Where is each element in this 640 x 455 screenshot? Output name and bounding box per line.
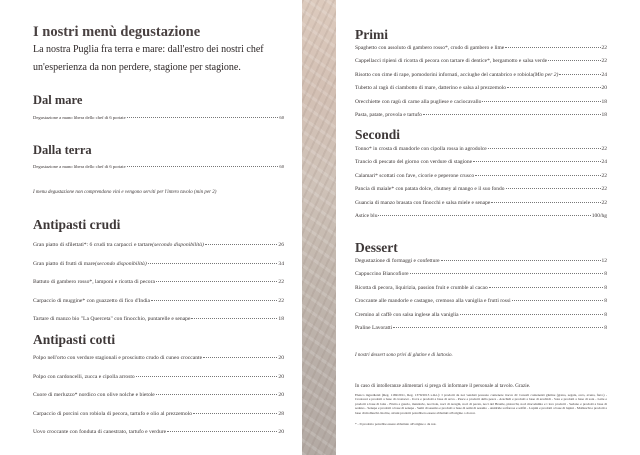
item-price: 22 (278, 279, 284, 285)
dot-leader (460, 314, 604, 315)
dot-leader (559, 74, 600, 75)
dot-leader (475, 175, 600, 176)
section-heading: Dalla terra (33, 143, 92, 157)
item-name: Tartare di manzo bio "La Querceta" con finocchio, puntarelle e senape (33, 316, 191, 322)
item-price: 20 (278, 355, 284, 361)
item-price: 26 (278, 242, 284, 248)
menu-item (355, 173, 607, 186)
item-price: 22 (601, 45, 607, 51)
dot-leader (473, 161, 600, 162)
dot-leader (393, 327, 603, 328)
section-antipasti-cotti (33, 331, 284, 448)
dot-leader (156, 281, 277, 282)
item-name: Battuto di gambero rosso*, lamponi e ricotta di pecora (33, 279, 155, 285)
footnote: * - Il prodotto potrebbe essere abbattuto all'origine o da noi. (355, 422, 437, 426)
item-name: Degustazione di formaggi e confetture (355, 258, 440, 264)
tasting-note: I menu degustazione non comprendono vini e vengono serviti per l'intero tavolo (min per 2) (33, 190, 217, 195)
item-note: (secondo disponibilità) (94, 260, 147, 267)
menu-item (33, 115, 284, 125)
item-name: Ricotta di pecora, liquirizia, passion fruit e crumble al cacao (355, 284, 488, 291)
item-name: Spaghetto con assoluto di gambero rosso*, crudo di gambero e lime (355, 45, 505, 51)
menu-item (355, 312, 607, 325)
menu-item (33, 411, 284, 430)
item-name: Degustazione a mano libera dello chef di 6 portate (33, 115, 126, 120)
allergen-list: Elenco ingredienti (Reg. 1169/2011, Reg. 1379/2013 s.m.i.): I prodotti da noi venduti possono contenere tracce di: Cereali contenenti glutine (grano, segale, orzo, avena, farro) - Crostacei e prodotti a base di crostacei - Uova e prodotti a base di uova - Pesce e prodotti della pesca - Arachidi e prodotti a base di arachidi - Soia e prodotti a base di soia - Latte e prodotti a base di latte - Frutta a guscio, mandorle, nocciole, noci di Acagiù, noci di pecan, noci del Brasile, pistacchi, noci macadamia e i loro prodotti - Sedano e prodotti a base di sedano - Senape e prodotti a base di senape - Semi di sesamo e prodotti a base di semi di sesamo - Anidride solforosa e solfiti - Lupini e prodotti a base di lupini - Molluschi e prodotti a base di molluschi. Inoltre, alcuni prodotti potrebbero essere abbattuti all'origine o da noi. (355, 393, 607, 415)
item-name: Pancia di maiale* con patata dolce, chutney al mango e il suo fondo (355, 186, 505, 193)
item-name: Risotto con cime di rape, pomodorini infornati, acciughe del cantabrico e robiola (355, 71, 533, 78)
allergy-notice: In caso di intolleranze alimentari si prega di informare il personale al tavolo. Grazie. (355, 383, 531, 389)
item-name: Astice blu (355, 212, 378, 219)
item-price: 22 (601, 146, 607, 152)
dot-leader (410, 273, 604, 274)
section-antipasti-crudi (33, 216, 284, 335)
item-note: (secondo disponibilità) (152, 242, 204, 248)
item-list (33, 355, 284, 448)
menu-item (33, 355, 284, 374)
item-price: 20 (278, 392, 284, 398)
item-price: 18 (601, 98, 607, 105)
section-heading: Dal mare (33, 93, 83, 107)
item-price: 8 (604, 298, 607, 305)
item-name: Polpo nell'orto con verdure stagionali e prosciutto crudo di cuneo croccante (33, 355, 203, 361)
item-price: 22 (601, 58, 607, 65)
item-price: 8 (604, 324, 607, 331)
section-heading: Secondi (355, 127, 401, 142)
subtitle-line: un'esperienza da non perdere, stagione per stagione. (33, 62, 241, 73)
item-price: 8 (604, 311, 607, 318)
dot-leader (151, 300, 277, 301)
item-name: Uovo croccante con fonduta di canestrato, tartufo e verdure (33, 429, 167, 435)
menu-item (33, 298, 284, 317)
item-name: Orecchiette con ragù di carne alla pugliese e caciocavallo (355, 98, 482, 105)
item-name: Croccante alle mandorle e castagne, cremoso alla vaniglia e frutti rossi (355, 298, 511, 305)
menu-item (355, 99, 607, 112)
item-name: Cuore di merluzzo* nordico con olive nolche e bietole (33, 392, 155, 398)
menu-item (33, 279, 284, 298)
dot-leader (203, 357, 277, 358)
item-price: 24 (601, 159, 607, 166)
item-list (355, 146, 607, 226)
dot-leader (205, 244, 278, 245)
item-name: Degustazione a mano libera dello chef di 6 portate (33, 164, 126, 169)
item-name: Cappellacci ripieni di ricotta di pecora con tartare di dentice*, bergamotto e salsa verde (355, 58, 548, 65)
item-name: Gran piatto di sfilettati*: 6 crudi tra carpacci e tartare (33, 242, 153, 248)
item-name: Guancia di manzo brasata con finocchi e salsa miele e senape (355, 199, 491, 206)
dessert-note: I nostri dessert sono privi di glutine e di lattosio. (355, 353, 453, 358)
menu-item (355, 213, 607, 226)
section-heading: Dessert (355, 240, 398, 255)
item-name: Calamari* scottati con fave, cicorie e peperone crusco (355, 172, 475, 179)
item-price: 60 (279, 115, 284, 120)
section-dal-mare (33, 92, 284, 125)
menu-item (33, 242, 284, 261)
item-price: 22 (601, 186, 607, 193)
item-price: 24 (601, 71, 607, 78)
menu-item (355, 85, 607, 98)
menu-item (355, 159, 607, 172)
page-title: I nostri menù degustazione (33, 24, 201, 40)
item-price: 34 (278, 260, 284, 267)
dot-leader (548, 60, 600, 61)
item-price: 20 (278, 373, 284, 380)
section-primi (355, 26, 607, 125)
menu-item (355, 45, 607, 58)
item-list (355, 45, 607, 125)
dot-leader (505, 47, 600, 48)
dot-leader (167, 431, 277, 432)
item-price: 8 (604, 284, 607, 291)
dot-leader (136, 376, 278, 377)
item-price: 12 (601, 258, 607, 264)
item-price: 18 (278, 316, 284, 322)
item-name: Pasta, patate, provola e tartufo (355, 111, 422, 118)
dot-leader (378, 215, 590, 216)
dot-leader (191, 318, 277, 319)
item-name: Tonno* in crosta di mandorle con cipolla rossa in agrodolce (355, 146, 487, 152)
menu-item (355, 271, 607, 284)
dot-leader (193, 413, 277, 414)
menu-item (33, 164, 284, 174)
dot-leader (156, 394, 278, 395)
dot-leader (127, 117, 279, 118)
dot-leader (441, 260, 601, 261)
item-price: 22 (278, 297, 284, 304)
item-price: 22 (601, 199, 607, 206)
item-list (33, 242, 284, 335)
item-list (355, 258, 607, 338)
item-name: Carpaccio di muggine* con guazzetto di fico d'India (33, 297, 151, 304)
menu-item (355, 325, 607, 338)
section-heading: Antipasti crudi (33, 217, 121, 232)
item-name: Carpaccio di porcini con robiola di pecora, tartufo e olio al prezzemolo (33, 410, 193, 417)
section-heading: Primi (355, 27, 388, 42)
item-price: 60 (279, 164, 284, 169)
dot-leader (507, 87, 600, 88)
dot-leader (423, 114, 601, 115)
item-note: (Min per 2) (532, 71, 559, 78)
dot-leader (488, 148, 601, 149)
item-price: 100/hg (591, 212, 607, 219)
dot-leader (489, 287, 604, 288)
menu-item (355, 186, 607, 199)
item-price: 20 (278, 429, 284, 435)
decorative-texture-strip (302, 0, 336, 455)
menu-item (33, 429, 284, 448)
menu-item (33, 392, 284, 411)
dot-leader (506, 188, 601, 189)
section-dessert (355, 239, 607, 338)
dot-leader (491, 202, 600, 203)
subtitle-line: La nostra Puglia fra terra e mare: dall'estro dei nostri chef (33, 44, 264, 55)
item-name: Cremino al caffè con salsa inglese alla vaniglia (355, 311, 459, 318)
menu-item (33, 261, 284, 280)
dot-leader (148, 263, 278, 264)
menu-item (355, 298, 607, 311)
dot-leader (482, 101, 600, 102)
item-name: Polpo con cardoncelli, zucca e cipolla arrosto (33, 373, 135, 380)
item-price: 18 (601, 111, 607, 118)
menu-item (355, 58, 607, 71)
dot-leader (127, 166, 279, 167)
item-name: Trancio di pescato del giorno con verdure di stagione (355, 159, 473, 166)
dot-leader (512, 300, 604, 301)
item-name: Tubetto al ragù di ciambotto di mare, datterino e salsa al prezzemolo (355, 85, 507, 92)
item-name: Gran piatto di frutti di mare (33, 260, 95, 267)
item-price: 8 (604, 271, 607, 278)
menu-item (355, 200, 607, 213)
section-heading: Antipasti cotti (33, 332, 116, 347)
menu-item (355, 258, 607, 271)
item-name: Cappuccino Biancofiore (355, 271, 409, 278)
item-name: Praline Lavoratti (355, 324, 393, 331)
menu-item (355, 72, 607, 85)
menu-item (355, 146, 607, 159)
tasting-intro (33, 23, 284, 77)
menu-item (33, 374, 284, 393)
item-price: 28 (278, 410, 284, 417)
item-price: 20 (601, 85, 607, 92)
section-secondi (355, 126, 607, 226)
menu-item (355, 285, 607, 298)
item-price: 22 (601, 172, 607, 179)
menu-item (355, 112, 607, 125)
section-dalla-terra (33, 142, 284, 174)
